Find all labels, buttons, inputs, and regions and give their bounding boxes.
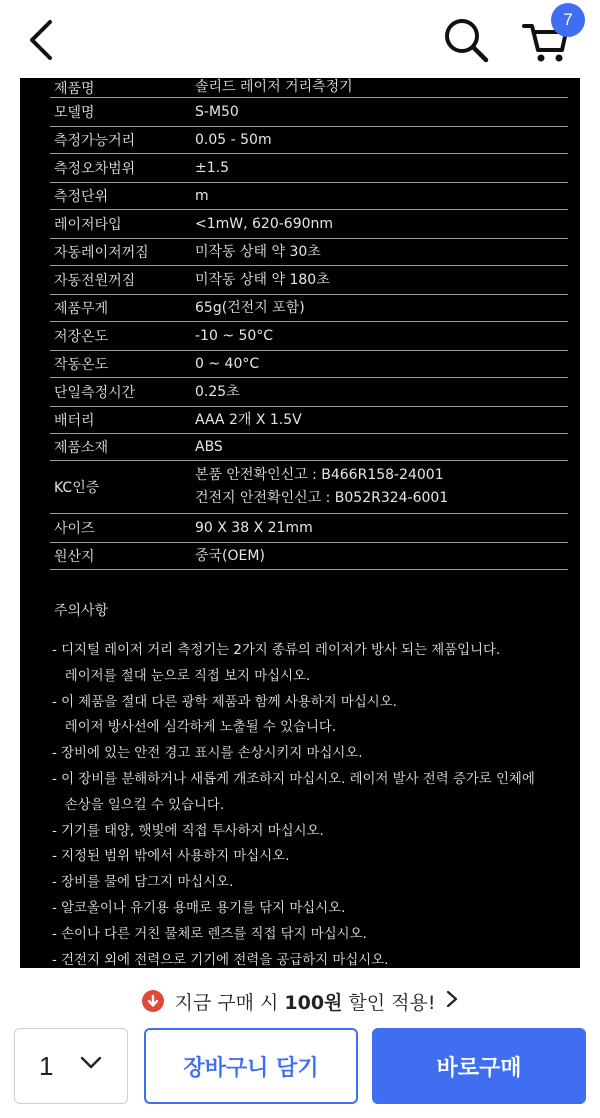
caution-line: - 이 장비를 분해하거나 새롭게 개조하지 마십시오. 레이저 발사 전력 증가로 인체에: [52, 771, 535, 787]
spec-value: [195, 545, 568, 568]
product-detail-image: [20, 78, 580, 968]
spec-row: [50, 461, 568, 514]
spec-value: [195, 101, 568, 124]
spec-label: 배터리: [54, 413, 95, 429]
search-icon: [440, 14, 492, 66]
spec-label: 모델명: [54, 105, 95, 121]
spec-label: 제품무게: [54, 301, 109, 317]
spec-value-line: m: [195, 187, 209, 204]
spec-row: [50, 543, 568, 570]
spec-label: 측정가능거리: [54, 133, 136, 149]
spec-value-line: 건전지 안전확인신고 : B052R324-6001: [195, 490, 449, 506]
spec-value: [195, 353, 568, 376]
quantity-value: 1: [39, 1050, 54, 1081]
spec-value-line: -10 ~ 50°C: [195, 327, 274, 344]
spec-row: [50, 266, 568, 295]
spec-value-line: 본품 안전확인신고 : B466R158-24001: [195, 467, 444, 483]
spec-label: 제품명: [54, 80, 95, 97]
spec-row: [50, 183, 568, 210]
spec-table: [50, 78, 568, 570]
spec-value-line: 0.05 - 50m: [195, 131, 272, 148]
spec-value: [195, 436, 568, 459]
caution-line: - 이 제품을 절대 다른 광학 제품과 함께 사용하지 마십시오.: [52, 694, 397, 710]
caution-line: - 장비에 있는 안전 경고 표시를 손상시키지 마십시오.: [52, 746, 363, 762]
spec-value-line: S-M50: [195, 103, 239, 120]
buy-now-button[interactable]: 바로구매: [372, 1028, 586, 1104]
spec-row: [50, 154, 568, 183]
spec-value: [195, 517, 568, 540]
caution-line: 손상을 일으킬 수 있습니다.: [52, 797, 225, 813]
chevron-down-icon: [79, 1055, 103, 1075]
spec-label: 자동레이저꺼짐: [54, 245, 149, 261]
spec-value: [195, 325, 568, 348]
discount-promo[interactable]: [0, 984, 600, 1018]
bottom-purchase-bar: [0, 968, 600, 1118]
spec-label: 측정단위: [54, 189, 109, 205]
chevron-right-icon: [446, 990, 458, 1013]
spec-label: 원산지: [54, 549, 95, 565]
spec-value-line: 중국(OEM): [195, 547, 265, 564]
spec-label: KC인증: [54, 480, 100, 496]
spec-value-line: <1mW, 620-690nm: [195, 215, 334, 232]
promo-suffix: 할인 적용!: [342, 991, 436, 1014]
spec-value-line: 솔리드 레이저 거리측정기: [195, 79, 353, 95]
caution-title: 주의사항: [54, 603, 109, 619]
caution-line: 레이저 방사선에 심각하게 노출될 수 있습니다.: [52, 720, 337, 736]
spec-row: [50, 98, 568, 127]
spec-value-line: 미작동 상태 약 180초: [195, 271, 330, 288]
spec-label: 사이즈: [54, 521, 95, 537]
spec-value-line: 0.25초: [195, 383, 240, 400]
spec-value: [195, 157, 568, 180]
caution-line: 레이저를 절대 눈으로 직접 보지 마십시오.: [52, 668, 311, 684]
search-button[interactable]: [440, 14, 492, 66]
spec-value: [195, 464, 568, 510]
spec-row: [50, 407, 568, 434]
back-button[interactable]: [26, 18, 58, 62]
spec-row: [50, 378, 568, 407]
spec-value: [195, 78, 568, 99]
spec-label: 단일측정시간: [54, 385, 136, 401]
caution-line: - 장비를 물에 담그지 마십시오.: [52, 875, 234, 891]
caution-line: - 알코올이나 유기용 용매로 용기를 닦지 마십시오.: [52, 900, 346, 916]
spec-row: [50, 514, 568, 543]
spec-label: 작동온도: [54, 357, 109, 373]
caution-line: - 지정된 범위 밖에서 사용하지 마십시오.: [52, 849, 290, 865]
spec-row: [50, 239, 568, 266]
spec-row: [50, 127, 568, 154]
spec-value-line: 미작동 상태 약 30초: [195, 243, 321, 260]
spec-value: [195, 297, 568, 320]
spec-value-line: 65g(건전지 포함): [195, 299, 305, 316]
spec-value: [195, 241, 568, 264]
spec-value: [195, 129, 568, 152]
spec-label: 제품소재: [54, 440, 109, 456]
quantity-select[interactable]: [14, 1028, 128, 1104]
spec-row: [50, 434, 568, 461]
spec-label: 자동전원꺼짐: [54, 273, 136, 289]
cart-count-badge: 7: [551, 3, 585, 37]
add-to-cart-button[interactable]: 장바구니 담기: [144, 1028, 358, 1104]
down-arrow-icon: [142, 990, 164, 1012]
promo-prefix: 지금 구매 시: [174, 991, 285, 1014]
spec-row: [50, 295, 568, 322]
spec-value-line: ABS: [195, 438, 223, 455]
caution-line: - 건전지 외에 전력으로 기기에 전력을 공급하지 마십시오.: [52, 952, 389, 968]
back-arrow-icon: [26, 18, 58, 62]
spec-value-line: ±1.5: [195, 159, 229, 176]
spec-value: [195, 381, 568, 404]
spec-row: [50, 78, 568, 98]
spec-row: [50, 210, 568, 239]
spec-row: [50, 322, 568, 351]
caution-list: [52, 638, 572, 968]
caution-line: - 손이나 다른 거친 물체로 렌즈를 직접 닦지 마십시오.: [52, 926, 367, 942]
spec-value-line: 0 ~ 40°C: [195, 355, 260, 372]
spec-value-line: AAA 2개 X 1.5V: [195, 411, 302, 428]
spec-label: 저장온도: [54, 329, 109, 345]
spec-label: 레이저타입: [54, 217, 122, 233]
caution-line: - 기기를 태양, 햇빛에 직접 투사하지 마십시오.: [52, 823, 324, 839]
spec-value: [195, 409, 568, 432]
spec-row: [50, 351, 568, 378]
spec-label: 측정오차범위: [54, 161, 136, 177]
caution-line: - 디지털 레이저 거리 측정기는 2가지 종류의 레이저가 방사 되는 제품입니다.: [52, 643, 501, 658]
top-header: [0, 0, 600, 78]
spec-value: [195, 269, 568, 292]
spec-value-line: 90 X 38 X 21mm: [195, 519, 313, 536]
spec-value: [195, 213, 568, 236]
promo-amount: 100원: [284, 991, 343, 1014]
spec-value: [195, 185, 568, 208]
